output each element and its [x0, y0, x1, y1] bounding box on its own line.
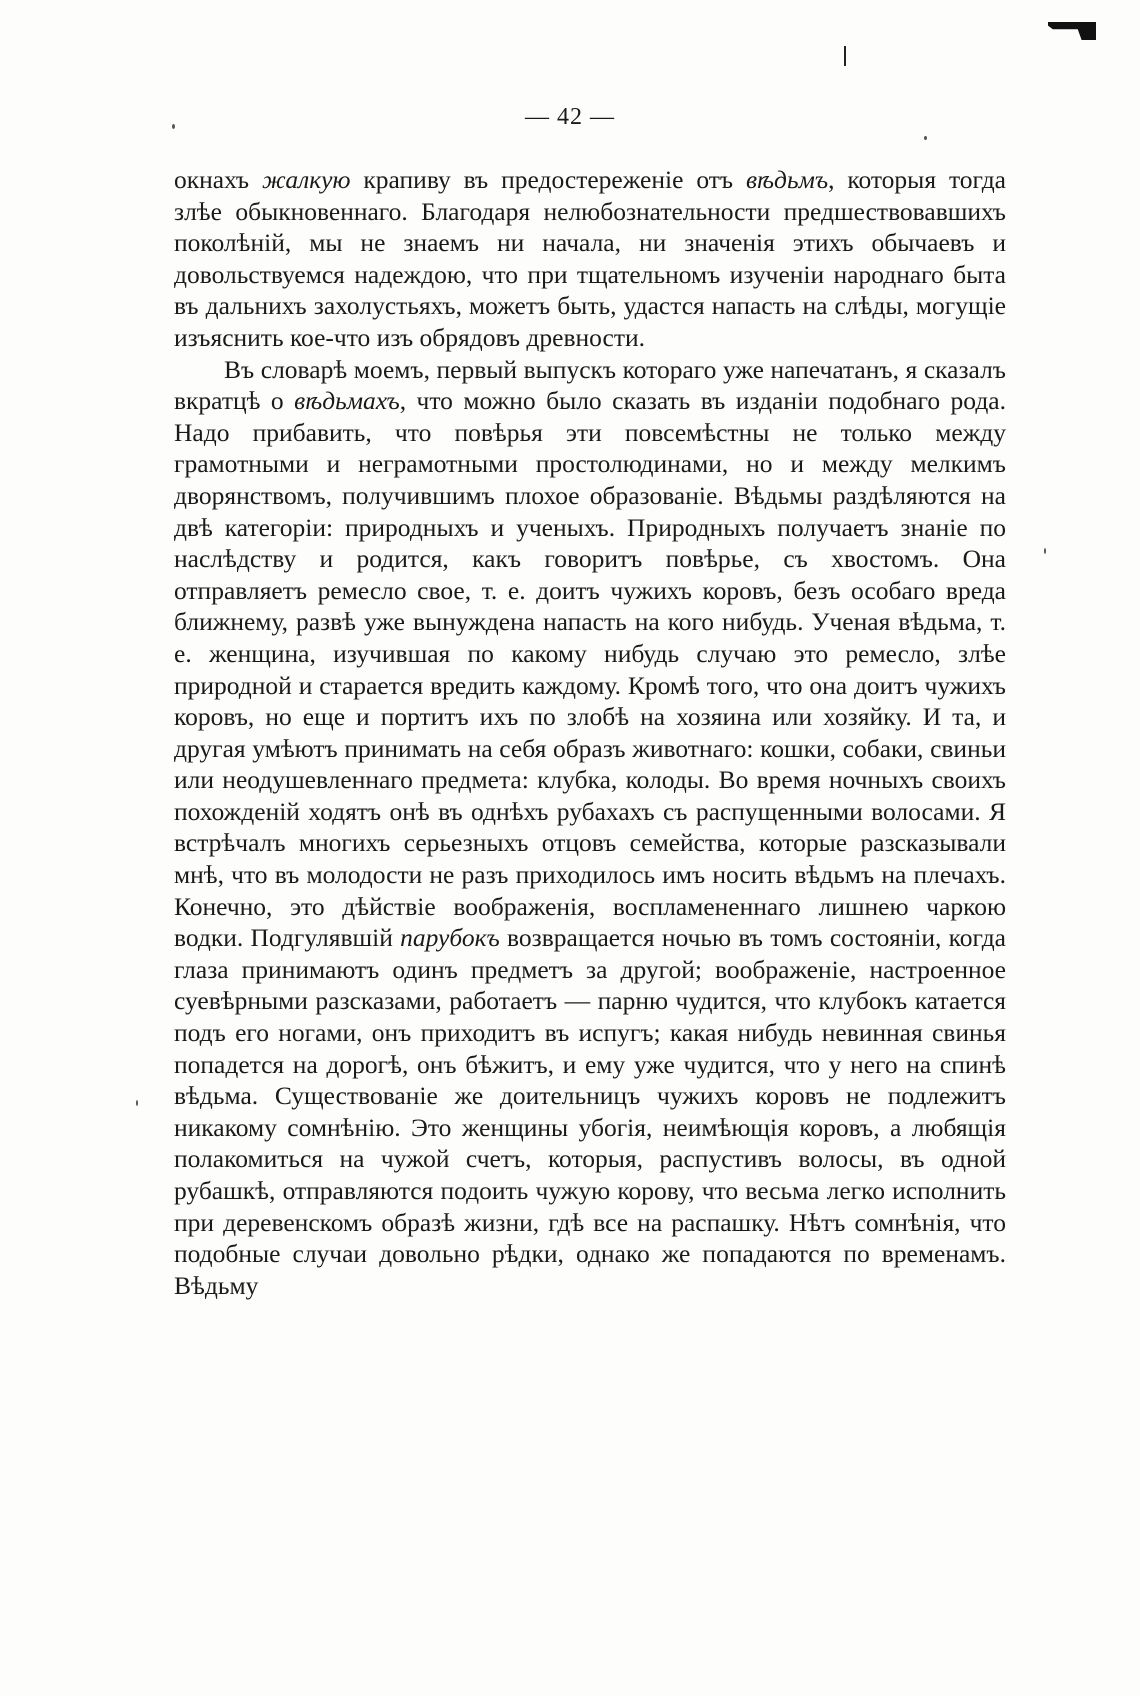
text-run: возвращается ночью въ томъ состояніи, когда глаза принимаютъ одинъ предметъ за другой; воображеніе, настроенное суевѣрными разсказами, работаетъ — парню чудится, что клубокъ катается подъ его ногами, онъ приходитъ въ испугъ; какая нибудь невинная свинья попадется на дорогѣ, онъ бѣжитъ, и ему уже чудится, что у него на спинѣ вѣдьма. Существованіе же доительницъ чужихъ коровъ не подлежитъ никакому сомнѣнію. Это женщины убогія, неимѣющія коровъ, а любящія полакомиться на чужой счетъ, которыя, распустивъ волосы, въ одной рубашкѣ, отправляются подоить чужую корову, что весьма легко исполнить при деревенскомъ образѣ жизни, гдѣ все на распашку. Нѣтъ сомнѣнія, что подобные случаи довольно рѣдки, однако же попадаются по временамъ. Вѣдьму: [174, 923, 1007, 1300]
text-run: Въ словарѣ моемъ, первый выпускъ котораго уже напечатанъ, я сказалъ вкратцѣ о: [174, 354, 1006, 416]
italic-term: вѣдьмъ: [745, 165, 829, 194]
scan-artifact-mark: [1048, 22, 1096, 40]
text-run: , которыя тогда злѣе обыкновеннаго. Благодаря нелюбознательности предшествовавшихъ поколѣній, мы не знаемъ ни начала, ни значенія этихъ обычаевъ и довольствуемся надеждою, что при тщательномъ изученіи народнаго быта въ дальнихъ захолустьяхъ, можетъ быть, удастся напасть на слѣды, могущіе изъяснить кое-что изъ обрядовъ древности.: [174, 165, 1007, 352]
italic-term: парубокъ: [400, 923, 500, 953]
paragraph-2: [174, 354, 1006, 1302]
scan-speck: [1044, 548, 1046, 554]
scan-artifact-tick: [844, 46, 846, 66]
text-run: окнахъ: [174, 165, 262, 194]
text-run: , что можно было сказать въ изданіи подобнаго рода. Надо прибавить, что повѣрья эти повсемѣстны не только между грамотными и неграмотными простолюдинами, но и между мелкимъ дворянствомъ, получившимъ плохое образованіе. Вѣдьмы раздѣляются на двѣ категоріи: природныхъ и ученыхъ. Природныхъ получаетъ знаніе по наслѣдству и родится, какъ говоритъ повѣрье, съ хвостомъ. Она отправляетъ ремесло свое, т. е. доитъ чужихъ коровъ, безъ особаго вреда ближнему, развѣ уже вынуждена напасть на кого нибудь. Ученая вѣдьма, т. е. женщина, изучившая по какому нибудь случаю это ремесло, злѣе природной и старается вредить каждому. Кромѣ того, что она доитъ чужихъ коровъ, но еще и портитъ ихъ по злобѣ на хозяина или хозяйку. И та, и другая умѣютъ принимать на себя образъ животнаго: кошки, собаки, свиньи или неодушевленнаго предмета: клубка, колоды. Во время ночныхъ своихъ похожденій ходятъ онѣ въ однѣхъ рубахахъ съ распущенными волосами. Я встрѣчалъ многихъ серьезныхъ отцовъ семейства, которые разсказывали мнѣ, что въ молодости не разъ приходилось имъ носить вѣдьмъ на плечахъ. Конечно, это дѣйствіе воображенія, воспламененнаго лишнею чаркою водки. Подгулявшій: [174, 386, 1006, 953]
paragraph-1: [174, 164, 1006, 354]
page-number: — 42 —: [525, 104, 615, 130]
italic-term: жалкую: [262, 165, 351, 194]
scan-speck: [136, 1100, 138, 1106]
body-text: [174, 164, 1006, 1301]
text-run: крапиву въ предостереженіе отъ: [350, 165, 746, 194]
italic-term: вѣдьмахъ: [294, 386, 400, 416]
scan-speck: [924, 136, 927, 140]
